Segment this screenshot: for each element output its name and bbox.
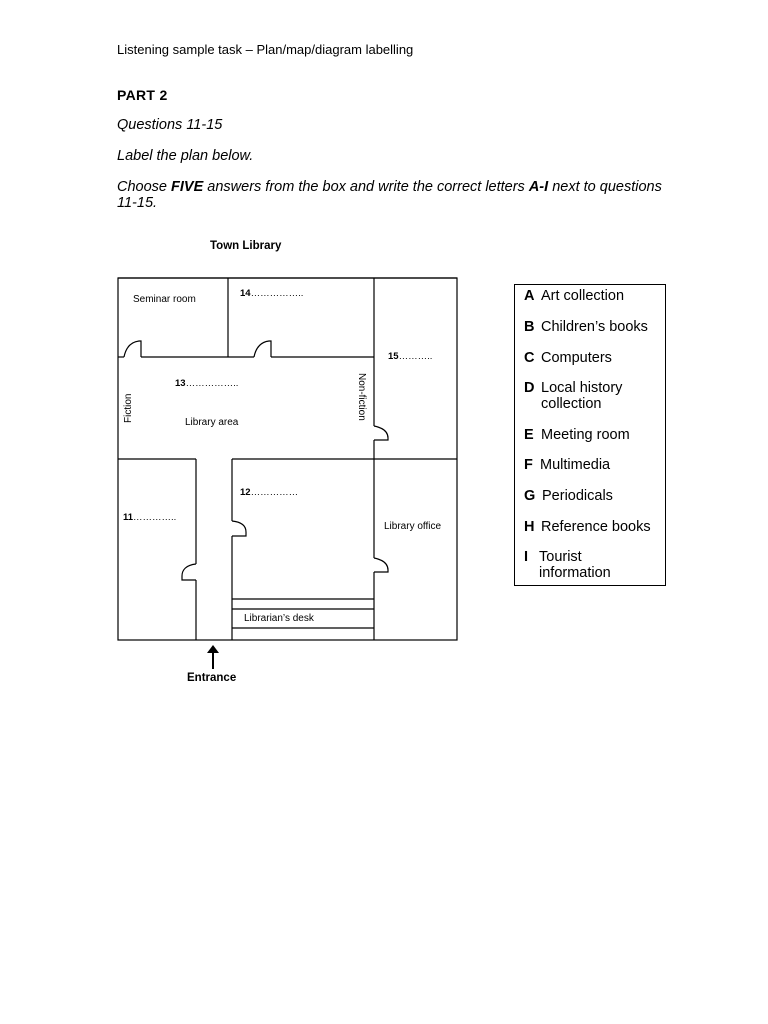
q11-dots: ………….. — [133, 512, 177, 523]
questions-range: Questions 11-15 — [117, 117, 223, 133]
page-header: Listening sample task – Plan/map/diagram labelling — [117, 42, 414, 57]
librarians-desk-label: Librarian’s desk — [244, 613, 314, 624]
q15-number: 15 — [388, 351, 399, 362]
option-e — [524, 427, 630, 443]
q13-blank — [175, 378, 238, 389]
q12-dots: …………… — [250, 487, 299, 498]
q15-dots: ……….. — [398, 351, 433, 362]
q14-number: 14 — [240, 288, 251, 299]
option-letter: B — [524, 319, 535, 335]
option-text: Meeting room — [541, 427, 630, 443]
plan-title: Town Library — [210, 240, 282, 252]
option-c — [524, 350, 612, 366]
option-text: Reference books — [541, 519, 651, 535]
option-letter: I — [524, 549, 529, 565]
option-a — [524, 288, 624, 304]
room12-door — [232, 521, 246, 536]
q14-dots: …………….. — [250, 288, 304, 299]
q12-blank — [240, 487, 298, 498]
option-letter: A — [524, 288, 535, 304]
option-d — [524, 380, 645, 412]
q11-blank — [123, 512, 176, 523]
library-area-label: Library area — [185, 417, 239, 428]
office-door — [374, 558, 388, 572]
library-office-label: Library office — [384, 521, 442, 532]
room11-door — [182, 564, 196, 580]
option-letter: H — [524, 519, 535, 535]
q14-blank — [240, 288, 303, 299]
option-b — [524, 319, 648, 335]
q13-dots: …………….. — [185, 378, 239, 389]
room15-door — [374, 426, 388, 440]
instruction-text: Choose — [117, 179, 172, 195]
instruction-text: next to questions 11-15. — [117, 179, 662, 211]
seminar-door — [124, 341, 141, 357]
instruction-label-plan: Label the plan below. — [117, 148, 254, 164]
part-heading: PART 2 — [117, 87, 168, 103]
instruction-text: answers from the box and write the correct letters — [203, 179, 529, 195]
entrance-label: Entrance — [187, 672, 237, 684]
entrance-arrow-icon — [205, 644, 221, 670]
room14-door — [254, 341, 271, 357]
option-letter: C — [524, 350, 535, 366]
seminar-room-label: Seminar room — [133, 294, 196, 305]
option-text: Art collection — [541, 288, 625, 304]
instruction-choose-answers — [117, 179, 677, 211]
option-text: Children’s books — [541, 319, 648, 335]
instruction-emphasis: A-I — [528, 179, 549, 195]
q13-number: 13 — [175, 378, 186, 389]
q11-number: 11 — [123, 512, 134, 523]
q15-blank — [388, 351, 432, 362]
option-i — [524, 549, 619, 581]
option-letter: E — [524, 427, 534, 443]
library-floor-plan — [112, 268, 464, 648]
option-letter: D — [524, 380, 535, 396]
option-text: Tourist information — [539, 549, 611, 581]
fiction-label: Fiction — [123, 393, 134, 423]
option-h — [524, 519, 651, 535]
answer-options-box — [514, 284, 666, 586]
option-text: Computers — [541, 350, 612, 366]
option-letter: F — [524, 457, 533, 473]
instruction-emphasis: FIVE — [171, 179, 204, 195]
non-fiction-label: Non-fiction — [356, 373, 367, 421]
option-letter: G — [524, 488, 536, 504]
option-text: Periodicals — [542, 488, 613, 504]
q12-number: 12 — [240, 487, 251, 498]
option-g — [524, 488, 613, 504]
option-text: Multimedia — [540, 457, 611, 473]
option-text: Local history collection — [541, 380, 623, 412]
option-f — [524, 457, 610, 473]
